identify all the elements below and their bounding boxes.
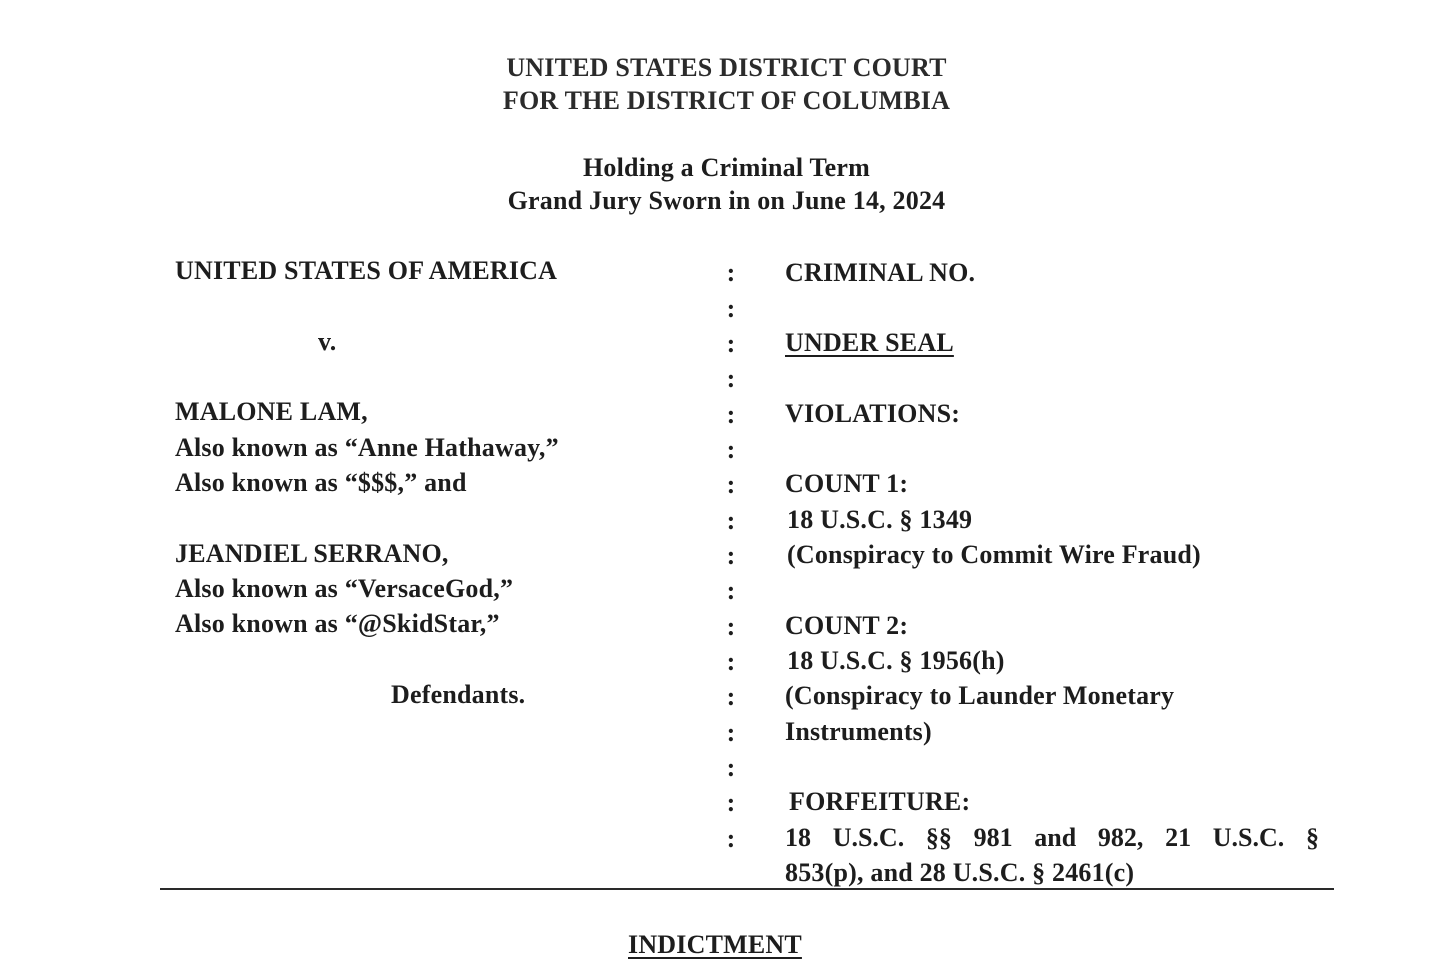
caption-colon: : — [726, 576, 736, 605]
forfeiture-word: and — [1034, 823, 1077, 852]
court-name: UNITED STATES DISTRICT COURT — [506, 53, 947, 82]
count-1-statute: 18 U.S.C. § 1349 — [787, 505, 973, 534]
count-1-label: COUNT 1: — [785, 469, 909, 498]
caption-colon: : — [726, 258, 736, 287]
forfeiture-word: 982, — [1097, 823, 1144, 852]
caption-colon: : — [726, 788, 736, 817]
forfeiture-word: 981 — [973, 823, 1013, 852]
caption-colon: : — [726, 718, 736, 747]
defendant-1-alias-1: Also known as “Anne Hathaway,” — [175, 433, 559, 462]
forfeiture-word: U.S.C. — [832, 823, 905, 852]
document-title: INDICTMENT — [628, 930, 802, 959]
caption-colon: : — [726, 400, 736, 429]
forfeiture-word: 21 — [1165, 823, 1192, 852]
caption-colon: : — [726, 541, 736, 570]
defendants-label: Defendants. — [391, 680, 526, 709]
caption-colon: : — [726, 824, 736, 853]
count-2-statute: 18 U.S.C. § 1956(h) — [787, 646, 1005, 675]
under-seal-label: UNDER SEAL — [785, 328, 954, 357]
caption-colon: : — [726, 682, 736, 711]
forfeiture-statutes-line-2: 853(p), and 28 U.S.C. § 2461(c) — [785, 858, 1135, 887]
forfeiture-word: 18 — [785, 823, 811, 852]
versus: v. — [318, 327, 337, 356]
caption-divider — [160, 888, 1334, 890]
count-2-description-line-1: (Conspiracy to Launder Monetary — [785, 681, 1175, 710]
caption-colon: : — [726, 612, 736, 641]
forfeiture-word: § — [1305, 823, 1319, 852]
caption-colon: : — [726, 435, 736, 464]
forfeiture-heading: FORFEITURE: — [789, 787, 971, 816]
defendant-1-alias-2: Also known as “$$$,” and — [175, 468, 467, 497]
count-2-label: COUNT 2: — [785, 611, 909, 640]
grand-jury-date: Grand Jury Sworn in on June 14, 2024 — [507, 186, 946, 215]
count-2-description-line-2: Instruments) — [785, 717, 932, 746]
caption-colon: : — [726, 294, 736, 323]
court-district: FOR THE DISTRICT OF COLUMBIA — [502, 86, 951, 115]
defendant-2-alias-1: Also known as “VersaceGod,” — [175, 574, 514, 603]
caption-colon: : — [726, 329, 736, 358]
forfeiture-word: §§ — [925, 823, 952, 852]
defendant-1-name: MALONE LAM, — [175, 397, 368, 426]
caption-colon: : — [726, 364, 736, 393]
defendant-2-name: JEANDIEL SERRANO, — [175, 539, 449, 568]
violations-heading: VIOLATIONS: — [785, 399, 961, 428]
criminal-number-label: CRIMINAL NO. — [785, 258, 976, 287]
caption-colon: : — [726, 506, 736, 535]
caption-colon: : — [726, 647, 736, 676]
defendant-2-alias-2: Also known as “@SkidStar,” — [175, 609, 500, 638]
plaintiff-name: UNITED STATES OF AMERICA — [175, 256, 558, 285]
caption-colon: : — [726, 753, 736, 782]
forfeiture-word: U.S.C. — [1212, 823, 1285, 852]
count-1-description: (Conspiracy to Commit Wire Fraud) — [787, 540, 1201, 569]
forfeiture-statutes-line-1 — [785, 823, 1319, 853]
criminal-term: Holding a Criminal Term — [582, 153, 871, 182]
caption-colon: : — [726, 470, 736, 499]
